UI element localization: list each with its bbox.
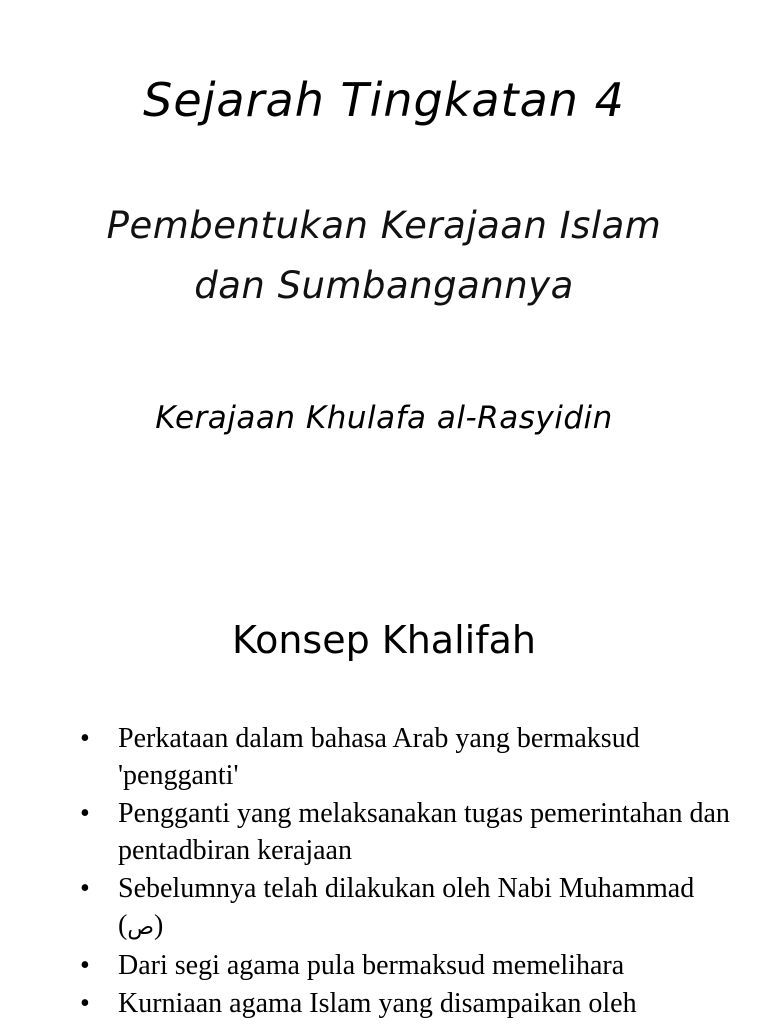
bullet-icon: • [80, 950, 90, 981]
slide-subtitle [0, 196, 768, 316]
slide-title: Sejarah Tingkatan 4 [143, 73, 625, 127]
subtitle-line-2: dan Sumbangannya [194, 264, 574, 307]
bullet-text: Dari segi agama pula bermaksud memelihara [118, 950, 625, 981]
list-item [76, 870, 746, 946]
bullet-suffix: ) [153, 910, 164, 941]
bullet-icon: • [80, 798, 90, 829]
bullet-icon: • [80, 723, 90, 754]
slide-topic: Kerajaan Khulafa al-Rasyidin [155, 400, 613, 436]
bullet-text: Kurniaan agama Islam yang disampaikan oleh [118, 988, 637, 1019]
bullet-text: Perkataan dalam bahasa Arab yang bermaksud 'pengganti' [118, 723, 640, 791]
bullet-text: Pengganti yang melaksanakan tugas pemerintahan dan pentadbiran kerajaan [118, 798, 730, 866]
section-heading: Konsep Khalifah [232, 618, 536, 662]
bullet-text: Sebelumnya telah dilakukan oleh Nabi Muhammad ( [118, 873, 695, 941]
subtitle-line-1: Pembentukan Kerajaan Islam [106, 204, 662, 247]
list-item [76, 947, 746, 984]
content-slide [0, 560, 768, 1024]
list-item [76, 720, 746, 794]
list-item [76, 985, 746, 1022]
list-item [76, 795, 746, 869]
bullet-list [76, 720, 746, 1023]
arabic-letter: ص [127, 915, 154, 940]
bullet-icon: • [80, 988, 90, 1019]
bullet-icon: • [80, 873, 90, 904]
